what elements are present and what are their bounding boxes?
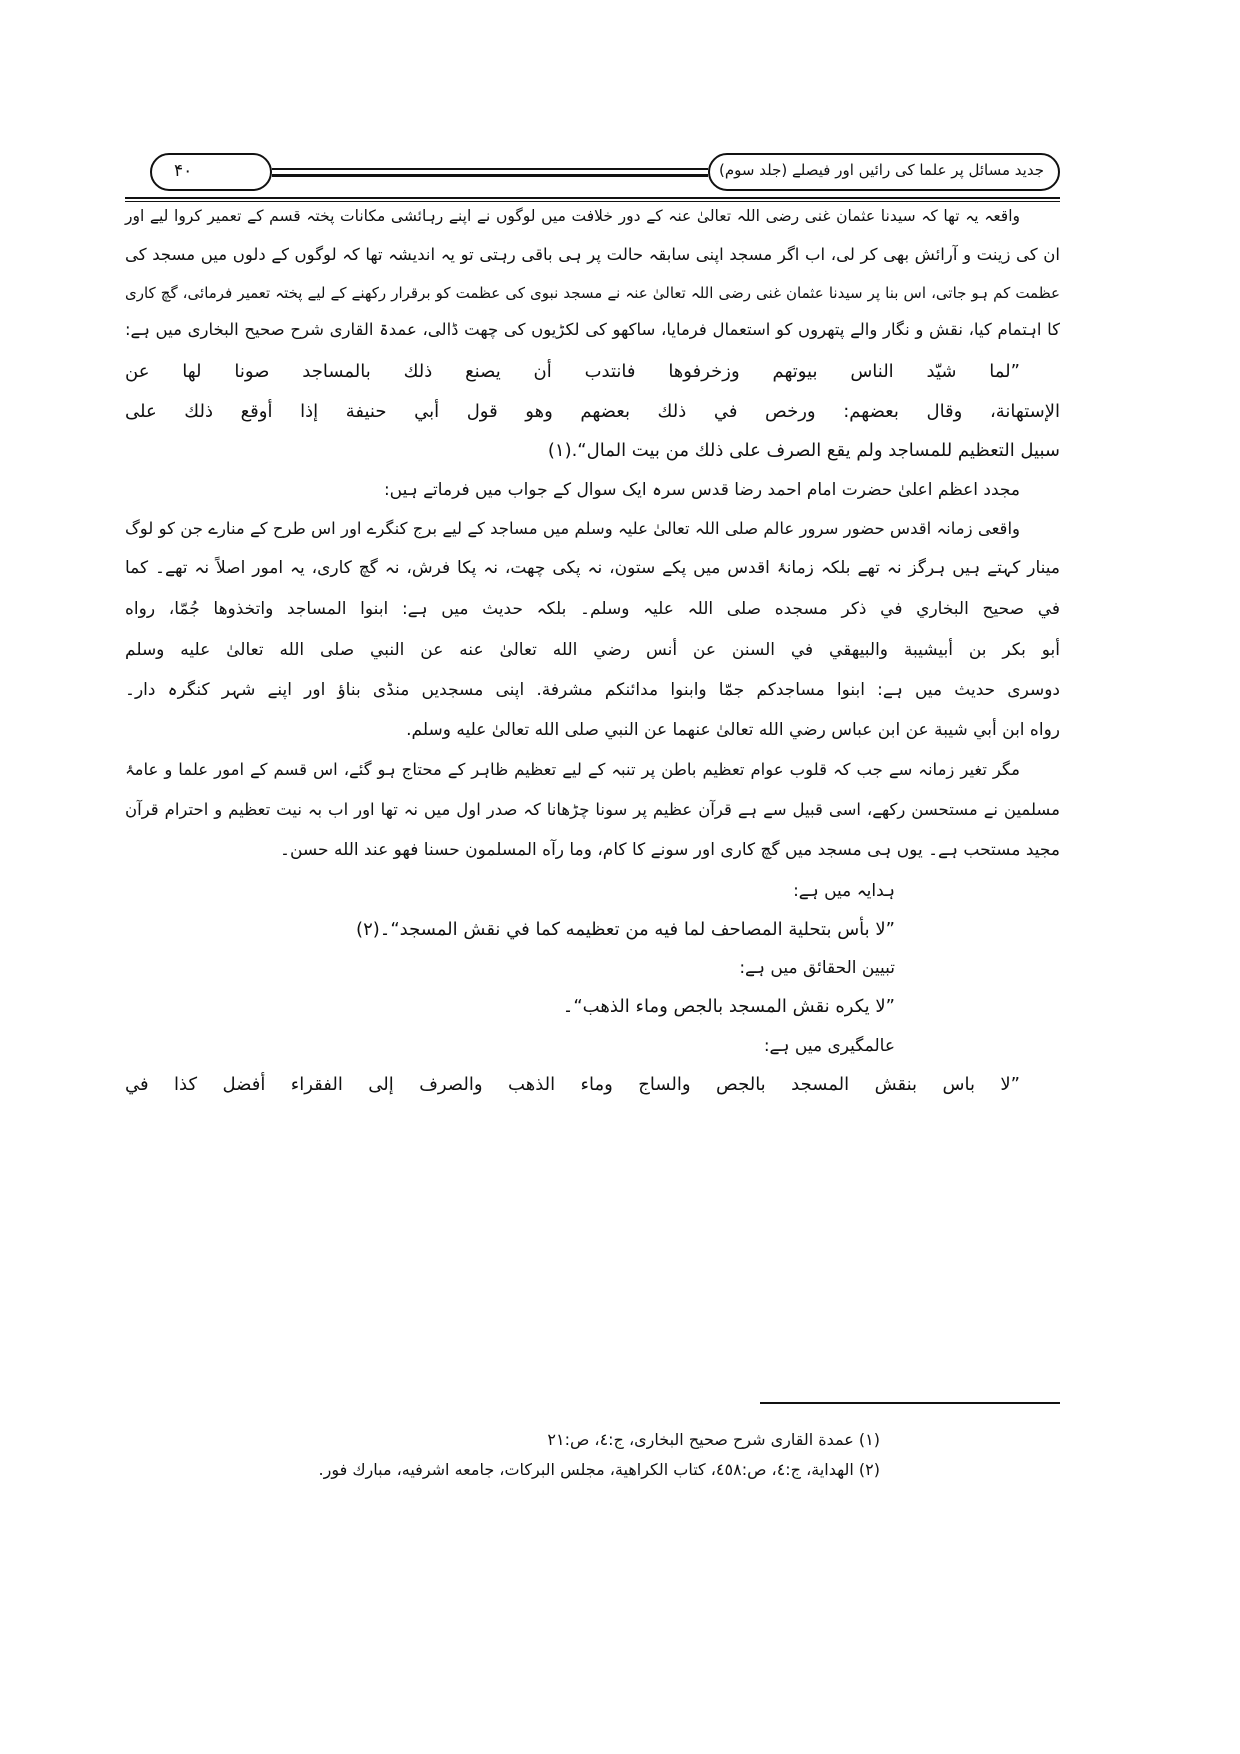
arabic-quote-line: ”لما شيّد الناس بيوتهم وزخرفوها فانتدب أن يصنع ذلك بالمساجد صونا لها عن: [125, 361, 1020, 382]
body-line: أبو بكر بن أبيشيبة والبيهقي في السنن عن أنس رضي الله تعالىٰ عنه عن النبي صلى الله تعالىٰ عليه وسلم: [125, 640, 1060, 660]
body-line: عظمت کم ہو جاتی، اس بنا پر سیدنا عثمان غنی رضی اللہ تعالیٰ عنہ نے مسجد نبوی کی عظمت کو برقرار رکھنے کے لیے پختہ تعمیر فرمائی، گچ کاری: [125, 284, 1060, 302]
footnote-1: (۱) عمدة القاری شرح صحیح البخاری، ج:٤، ص:٢١: [547, 1430, 880, 1449]
page-number-box: [150, 153, 272, 191]
arabic-quote-line: سبيل التعظيم للمساجد ولم يقع الصرف على ذلك من بيت المال“.(۱): [547, 440, 1060, 461]
body-line: واقعہ یہ تھا کہ سیدنا عثمان غنی رضی اللہ تعالیٰ عنہ کے دور خلافت میں لوگوں نے اپنے رہائشی مکانات پختہ قسم کے تعمیر کروا لیے اور: [125, 207, 1020, 225]
body-line: مجدد اعظم اعلیٰ حضرت امام احمد رضا قدس سرہ ایک سوال کے جواب میں فرماتے ہیں:: [383, 480, 1020, 500]
body-line: دوسری حدیث میں ہے: ابنوا مساجدكم جمّا وابنوا مدائنكم مشرفة. اپنی مسجدیں منڈی بناؤ اور اپنے شہر کنگرہ دار۔: [125, 680, 1060, 700]
header-divider: [125, 197, 1060, 199]
arabic-quote-line: ”لا باس بنقش المسجد بالجص والساج وماء الذهب والصرف إلى الفقراء أفضل كذا في: [125, 1074, 1020, 1095]
body-line: مینار کہتے ہیں ہرگز نہ تھے بلکہ زمانۂ اقدس میں پکے ستون، نہ پکی چھت، نہ پکا فرش، نہ گچ کاری، یہ امور اصلاً نہ تھے۔ كما: [125, 558, 1060, 578]
header-rule-double-bottom: [272, 174, 708, 177]
header-rule-double-top: [272, 168, 708, 170]
arabic-quote-line: ”لا بأس بتحلية المصاحف لما فيه من تعظيمه كما في نقش المسجد“۔(۲): [356, 919, 895, 940]
book-title-box: [708, 153, 1060, 191]
source-heading: تبیین الحقائق میں ہے:: [739, 958, 895, 978]
source-heading: عالمگیری میں ہے:: [763, 1036, 895, 1056]
body-line: کا اہتمام کیا، نقش و نگار والے پتھروں کو استعمال فرمایا، ساکھو کی لکڑیوں کی چھت ڈالی، عمدۃ القاری شرح صحیح البخاری میں ہے:: [125, 320, 1060, 339]
body-line: مسلمین نے مستحسن رکھے، اسی قبیل سے ہے قرآن عظیم پر سونا چڑھانا کہ صدر اول میں نہ تھا اور اب بہ نیت تعظیم و احترام قرآن: [125, 800, 1060, 819]
body-line: ان کی زینت و آرائش بھی کر لی، اب اگر مسجد اپنی سابقہ حالت پر ہی باقی رہتی تو یہ اندیشہ تھا کہ لوگوں کے دلوں میں مسجد کی: [125, 245, 1060, 264]
footnote-rule: [760, 1402, 1060, 1404]
body-line: مجید مستحب ہے۔ یوں ہی مسجد میں گچ کاری اور سونے کا کام، وما رآه المسلمون حسنا فهو عند الله حسن۔: [279, 840, 1060, 860]
footnote-2: (۲) الهداية، ج:٤، ص:٤٥٨، كتاب الكراهية، مجلس البركات، جامعه اشرفيه، مبارك فور.: [318, 1460, 880, 1479]
source-heading: ہدایہ میں ہے:: [793, 881, 895, 901]
body-line: مگر تغیر زمانہ سے جب کہ قلوب عوام تعظیم باطن پر تنبہ کے لیے تعظیم ظاہر کے محتاج ہو گئے، اس قسم کے امور علما و عامۂ: [125, 760, 1020, 779]
page-number: ۴۰: [174, 161, 193, 181]
arabic-quote-line: الإستهانة، وقال بعضهم: ورخص في ذلك بعضهم وهو قول أبي حنيفة إذا أوقع ذلك على: [125, 401, 1060, 422]
body-line: رواه ابن أبي شيبة عن ابن عباس رضي الله تعالىٰ عنهما عن النبي صلى الله تعالىٰ عليه وسلم.: [406, 720, 1060, 740]
arabic-quote-line: ”لا يكره نقش المسجد بالجص وماء الذهب“۔: [562, 996, 895, 1017]
body-line: واقعی زمانہ اقدس حضور سرور عالم صلی اللہ تعالیٰ علیہ وسلم میں مساجد کے لیے برج کنگرے اور اس طرح کے منارے جن کو لوگ: [125, 519, 1020, 538]
book-title: جدید مسائل پر علما کی رائیں اور فیصلے (جلد سوم): [719, 161, 1044, 179]
body-line: في صحيح البخاري في ذكر مسجده صلی اللہ علیہ وسلم۔ بلکہ حدیث میں ہے: ابنوا المساجد واتخذوها جُمّا، رواه: [125, 599, 1060, 619]
